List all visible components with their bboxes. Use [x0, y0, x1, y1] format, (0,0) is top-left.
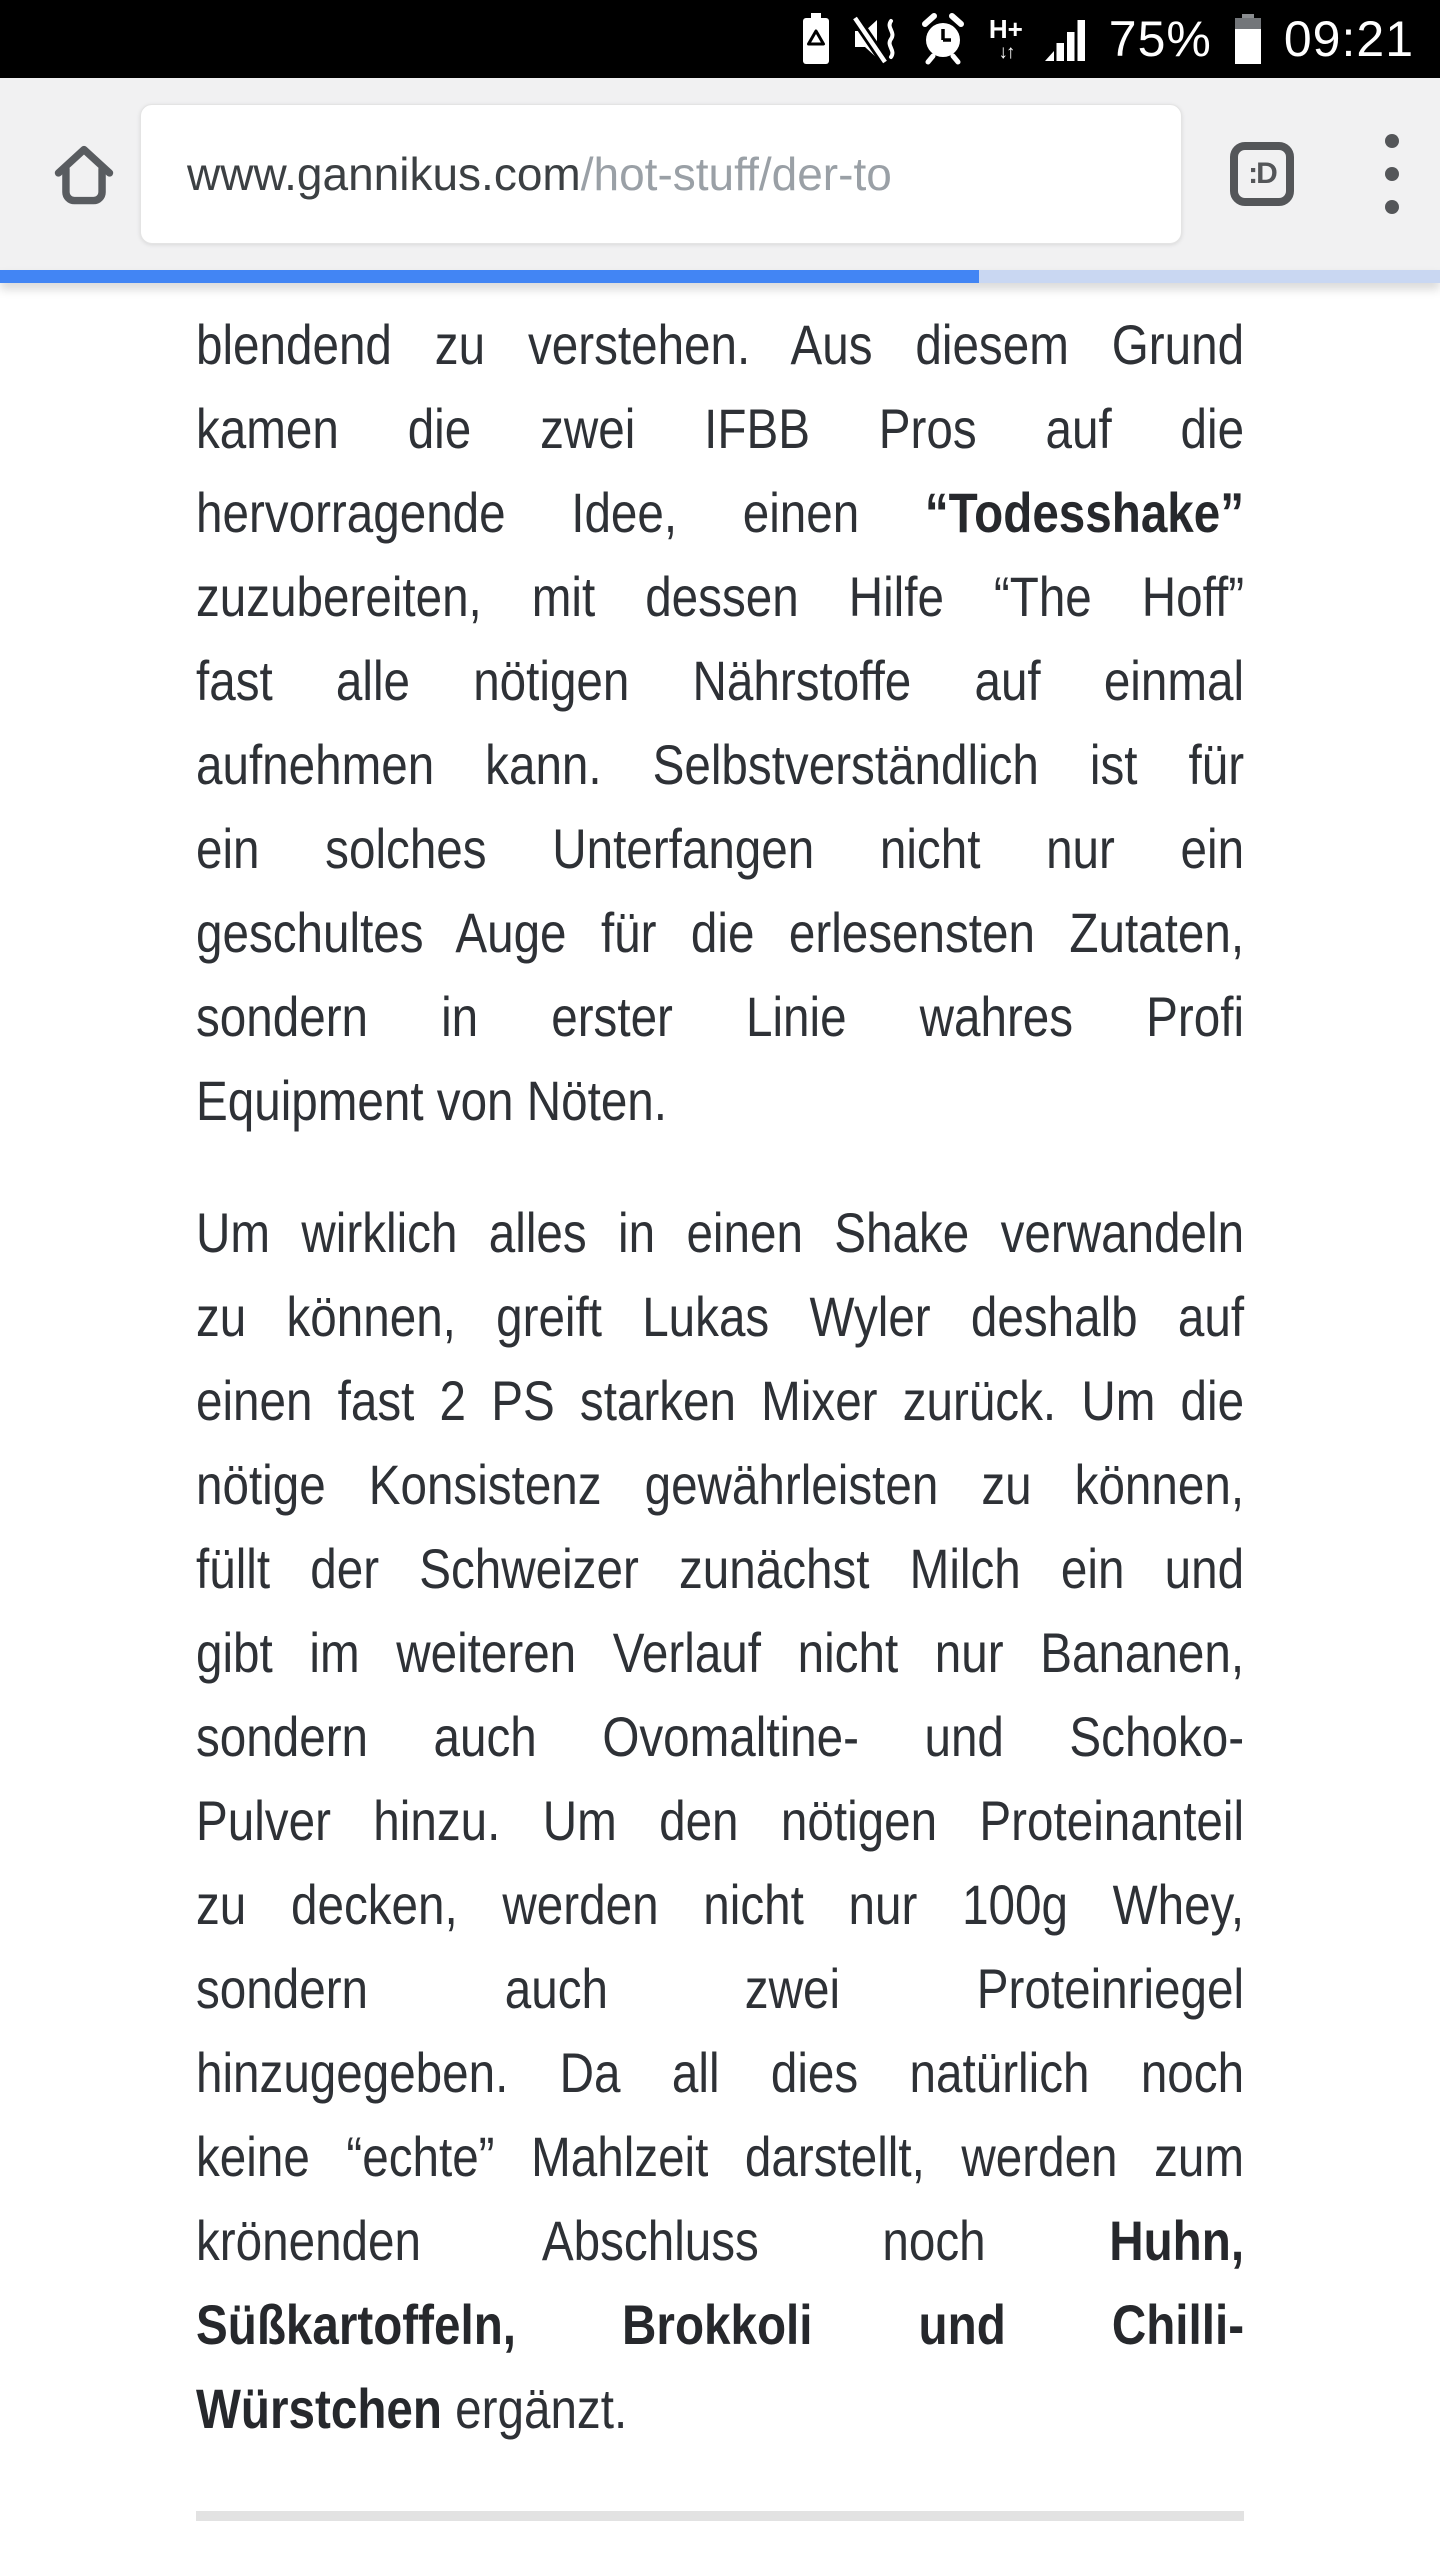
text-segment: nötige Konsistenz gewährleisten zu können, — [196, 1453, 1245, 1516]
menu-dot-icon — [1385, 200, 1399, 214]
section-divider — [196, 2511, 1244, 2521]
text-segment: Pulver hinzu. Um den nötigen Proteinanteil — [196, 1789, 1245, 1852]
url-bar[interactable] — [140, 104, 1182, 244]
text-segment: Equipment von Nöten. — [196, 1069, 668, 1132]
battery-saver-icon — [801, 13, 831, 65]
page-load-progress-bar — [0, 270, 1440, 283]
text-line — [196, 807, 1244, 891]
progress-done — [0, 270, 979, 283]
text-segment: sondern auch Ovomaltine- und Schoko- — [196, 1705, 1245, 1768]
text-segment: keine “echte” Mahlzeit darstellt, werden zum — [196, 2125, 1245, 2188]
text-segment: zu decken, werden nicht nur 100g Whey, — [196, 1873, 1245, 1936]
text-segment: krönenden Abschluss noch — [196, 2209, 1110, 2272]
text-segment: hinzugegeben. Da all dies natürlich noch — [196, 2041, 1245, 2104]
data-arrows-icon: ↓↑ — [998, 42, 1014, 63]
network-type-label: H+ — [988, 14, 1023, 44]
text-line — [196, 639, 1244, 723]
mute-vibrate-icon — [853, 13, 897, 65]
text-line — [196, 303, 1244, 387]
text-segment: zu können, greift Lukas Wyler deshalb auf — [196, 1285, 1245, 1348]
browser-toolbar — [0, 78, 1440, 270]
text-segment: füllt der Schweizer zunächst Milch ein und — [196, 1537, 1245, 1600]
menu-dot-icon — [1385, 134, 1399, 148]
text-line — [196, 1191, 1244, 1275]
text-line — [196, 2031, 1244, 2115]
article-body — [196, 303, 1244, 2451]
text-segment: fast alle nötigen Nährstoffe auf einmal — [196, 649, 1245, 712]
text-line — [196, 975, 1244, 1059]
text-segment: zuzubereiten, mit dessen Hilfe “The Hoff” — [196, 565, 1245, 628]
text-segment: aufnehmen kann. Selbstverständlich ist für — [196, 733, 1245, 796]
text-line — [196, 1947, 1244, 2031]
signal-strength-icon — [1045, 15, 1087, 63]
text-line — [196, 1527, 1244, 1611]
tab-switcher-button[interactable] — [1230, 142, 1294, 206]
tab-count-label: :D — [1248, 157, 1276, 190]
text-segment: hervorragende Idee, einen — [196, 481, 925, 544]
url-domain: www.gannikus.com — [187, 148, 581, 200]
text-line — [196, 2283, 1244, 2367]
text-segment: ein solches Unterfangen nicht nur ein — [196, 817, 1245, 880]
home-icon — [50, 138, 118, 210]
text-line — [196, 891, 1244, 975]
paragraph — [196, 1191, 1244, 2451]
text-segment: Würstchen — [196, 2377, 442, 2440]
home-button[interactable] — [28, 104, 140, 244]
text-line — [196, 2115, 1244, 2199]
text-line — [196, 1695, 1244, 1779]
text-segment: Süßkartoffeln, Brokkoli und Chilli- — [196, 2293, 1245, 2356]
text-line — [196, 555, 1244, 639]
text-segment: “Todesshake” — [924, 481, 1245, 544]
text-line — [196, 1443, 1244, 1527]
clock-time: 09:21 — [1283, 11, 1414, 67]
text-line — [196, 1059, 1244, 1143]
paragraph — [196, 303, 1244, 1143]
text-segment: kamen die zwei IFBB Pros auf die — [196, 397, 1245, 460]
text-line — [196, 1275, 1244, 1359]
text-segment: sondern in erster Linie wahres Profi — [196, 985, 1245, 1048]
text-line — [196, 2367, 1244, 2451]
text-line — [196, 1779, 1244, 1863]
alarm-icon — [919, 13, 967, 65]
text-segment: geschultes Auge für die erlesensten Zutaten, — [196, 901, 1245, 964]
text-segment: blendend zu verstehen. Aus diesem Grund — [196, 313, 1245, 376]
text-segment: Huhn, — [1109, 2209, 1245, 2272]
text-segment: einen fast 2 PS starken Mixer zurück. Um die — [196, 1369, 1245, 1432]
battery-percent: 75% — [1108, 11, 1212, 67]
text-line — [196, 723, 1244, 807]
mobile-network-indicator — [989, 16, 1023, 62]
status-bar — [0, 0, 1440, 78]
text-segment: ergänzt. — [441, 2377, 628, 2440]
menu-button[interactable] — [1372, 119, 1412, 229]
text-line — [196, 2199, 1244, 2283]
text-segment: sondern auch zwei Proteinriegel — [196, 1957, 1245, 2020]
menu-dot-icon — [1385, 167, 1399, 181]
battery-icon — [1234, 14, 1262, 64]
text-line — [196, 471, 1244, 555]
url-path: /hot-stuff/der-to — [580, 148, 892, 200]
text-segment: gibt im weiteren Verlauf nicht nur Bananen, — [196, 1621, 1245, 1684]
article-content — [0, 283, 1440, 2521]
text-line — [196, 1863, 1244, 1947]
text-segment: Um wirklich alles in einen Shake verwandeln — [196, 1201, 1245, 1264]
text-line — [196, 1611, 1244, 1695]
text-line — [196, 1359, 1244, 1443]
text-line — [196, 387, 1244, 471]
